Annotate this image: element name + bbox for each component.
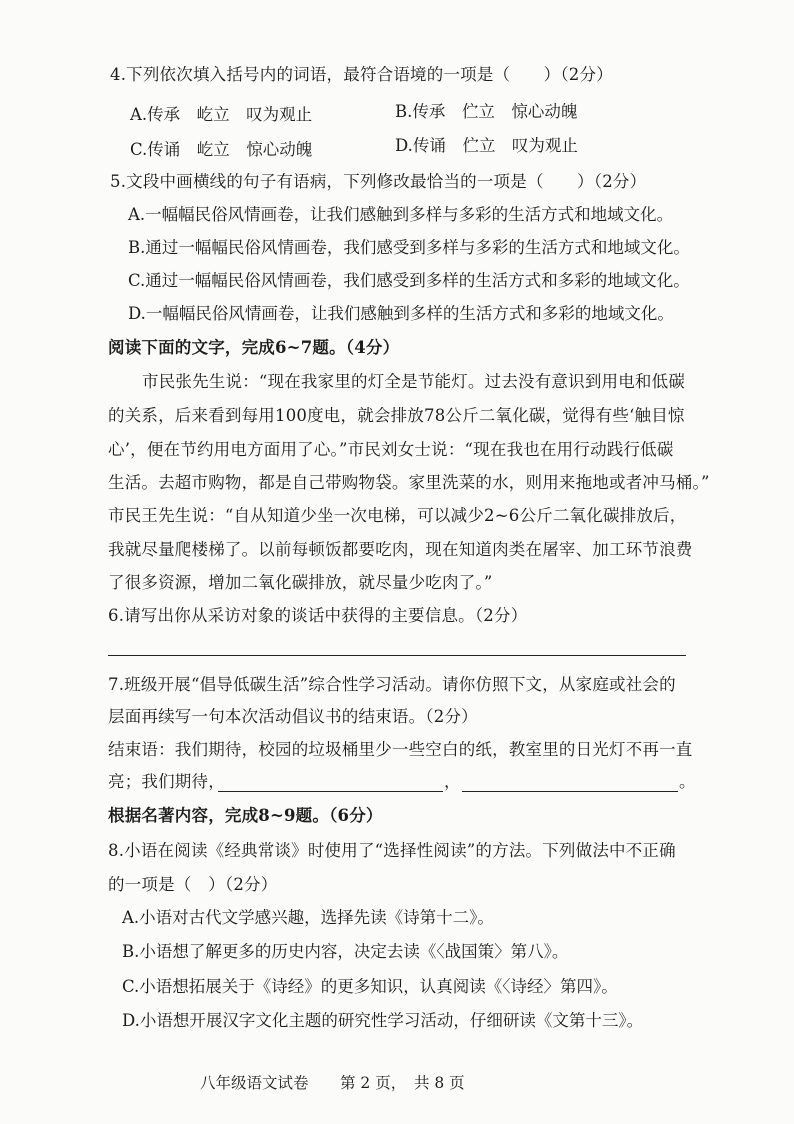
q7-last-prefix: 亮；我们期待， (108, 772, 225, 791)
q5-option-d: D.一幅幅民俗风情画卷，让我们感触到多样的生活方式和多彩的地域文化。 (128, 304, 674, 323)
q8-option-a: A.小语对古代文学感兴趣，选择先读《诗第十二》。 (122, 908, 494, 927)
section-6-7-heading: 阅读下面的文字，完成6~7题。（4分） (108, 338, 400, 357)
q5-option-c: C.通过一幅幅民俗风情画卷，我们感受到多样的生活方式和多彩的地域文化。 (128, 271, 690, 290)
passage-line: 市民张先生说：“现在我家里的灯全是节能灯。过去没有意识到用电和低碳 (142, 372, 686, 391)
footer-exam-title: 八年级语文试卷 (200, 1074, 309, 1092)
passage-line: 心’，便在节约用电方面用了心。”市民刘女士说：“现在我也在用行动践行低碳 (108, 440, 674, 459)
q5-stem: 5.文段中画横线的句子有语病，下列修改最恰当的一项是（ ）（2分） (110, 172, 647, 191)
q8-option-b: B.小语想了解更多的历史内容，决定去读《〈战国策〉第八》。 (122, 942, 569, 961)
passage-line: 生活。去超市购物，都是自己带购物袋。家里洗菜的水，则用来拖地或者冲马桶。” (108, 473, 710, 492)
q7-answer-line-1[interactable] (218, 791, 443, 792)
q7-line: 层面再续写一句本次活动倡议书的结束语。（2分） (108, 707, 478, 726)
q7-period: 。 (679, 772, 696, 791)
q5-option-b: B.通过一幅幅民俗风情画卷，我们感受到多样与多彩的生活方式和地域文化。 (128, 238, 690, 257)
q8-line: 的一项是（ ）（2分） (108, 875, 278, 894)
q7-answer-line-2[interactable] (462, 791, 678, 792)
q4-stem: 4.下列依次填入括号内的词语，最符合语境的一项是（ ）（2分） (110, 65, 613, 84)
q7-line: 7.班级开展“倡导低碳生活”综合性学习活动。请你仿照下文，从家庭或社会的 (108, 675, 676, 694)
q6-answer-line[interactable] (108, 655, 686, 656)
passage-line: 了很多资源，增加二氧化碳排放，就尽量少吃肉了。” (108, 573, 493, 592)
q8-line: 8.小语在阅读《经典常谈》时使用了“选择性阅读”的方法。下列做法中不正确 (108, 841, 676, 860)
q5-option-a: A.一幅幅民俗风情画卷，让我们感触到多样与多彩的生活方式和地域文化。 (128, 205, 674, 224)
footer-page-number: 第 2 页， 共 8 页 (340, 1074, 465, 1092)
q6-stem: 6.请写出你从采访对象的谈话中获得的主要信息。（2分） (108, 606, 528, 625)
q4-option-c: C.传诵 屹立 惊心动魄 (130, 140, 313, 159)
q7-line: 结束语：我们期待，校园的垃圾桶里少一些空白的纸，教室里的日光灯不再一直 (108, 740, 693, 759)
section-8-9-heading: 根据名著内容，完成8~9题。（6分） (108, 806, 383, 825)
passage-line: 我就尽量爬楼梯了。以前每顿饭都要吃肉，现在知道肉类在屠宰、加工环节浪费 (108, 540, 693, 559)
q4-option-b: B.传承 伫立 惊心动魄 (395, 102, 578, 121)
q8-option-d: D.小语想开展汉字文化主题的研究性学习活动，仔细研读《文第十三》。 (122, 1011, 644, 1030)
passage-line: 的关系，后来看到每用100度电，就会排放78公斤二氧化碳，觉得有些‘触目惊 (108, 406, 685, 425)
q4-option-a: A.传承 屹立 叹为观止 (130, 105, 313, 124)
q7-comma: ， (444, 772, 461, 791)
q8-option-c: C.小语想拓展关于《诗经》的更多知识，认真阅读《〈诗经〉第四》。 (122, 977, 618, 996)
passage-line: 市民王先生说：“自从知道少坐一次电梯，可以减少2~6公斤二氧化碳排放后， (108, 506, 687, 525)
q4-option-d: D.传诵 伫立 叹为观止 (395, 136, 578, 155)
